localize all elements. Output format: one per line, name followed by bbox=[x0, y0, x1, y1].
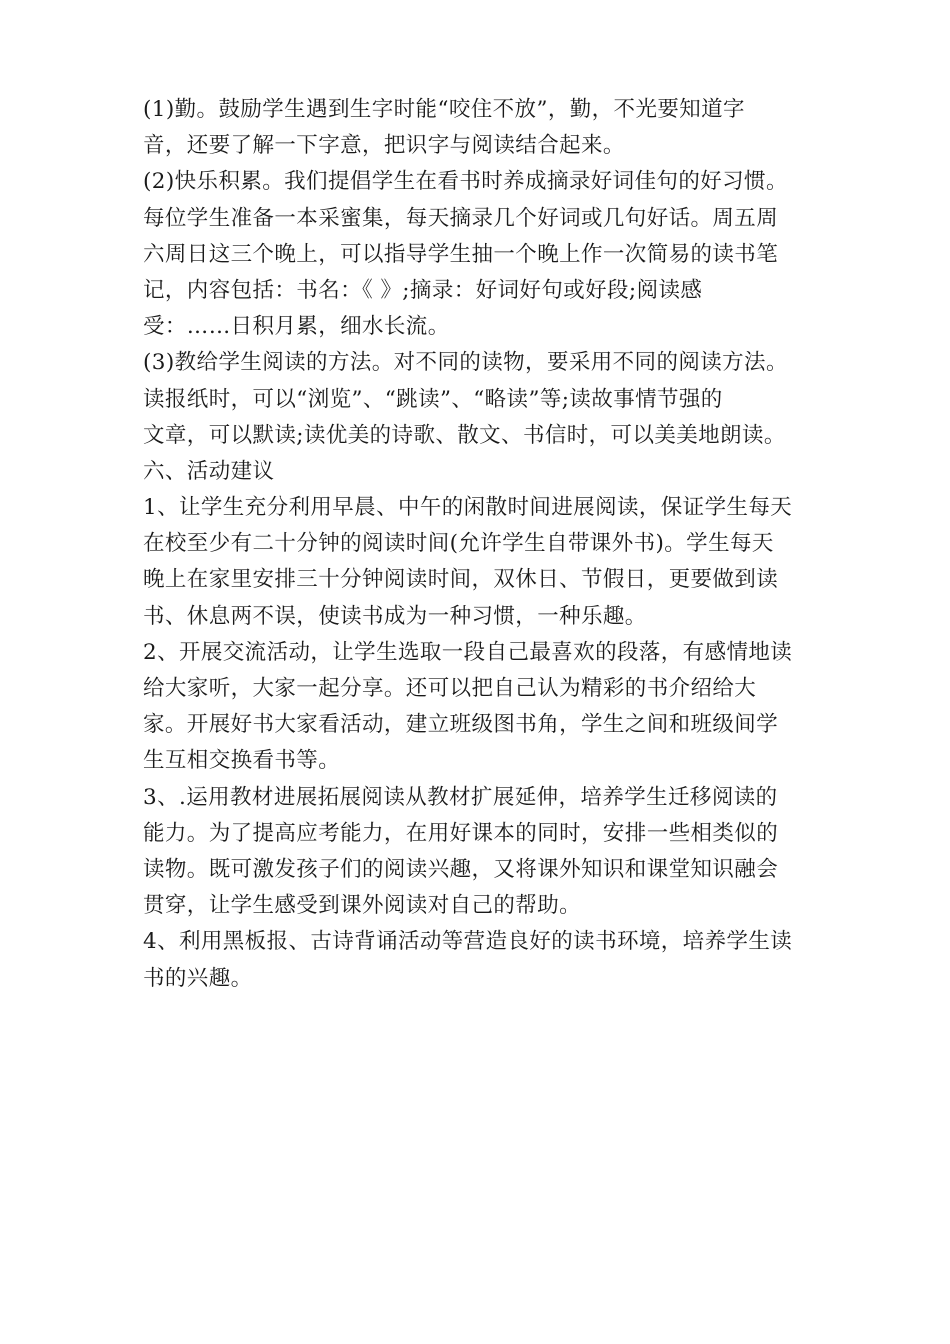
text-line: 能力。为了提高应考能力，在用好课本的同时，安排一些相类似的 bbox=[143, 820, 779, 846]
text-line: 音，还要了解一下字意，把识字与阅读结合起来。 bbox=[143, 133, 625, 159]
text-line: 读物。既可激发孩子们的阅读兴趣，又将课外知识和课堂知识融会 bbox=[143, 856, 779, 882]
text-line: 受：……日积月累，细水长流。 bbox=[143, 314, 450, 340]
text-line: 4、利用黑板报、古诗背诵活动等营造良好的读书环境，培养学生读 bbox=[143, 929, 793, 955]
text-line: 读报纸时，可以“浏览”、“跳读”、“略读”等;读故事情节强的 bbox=[143, 386, 723, 412]
text-line: 给大家听，大家一起分享。还可以把自己认为精彩的书介绍给大 bbox=[143, 676, 757, 701]
text-line: (2)快乐积累。我们提倡学生在看书时养成摘录好词佳句的好习惯。 bbox=[143, 169, 788, 195]
text-line: (3)教给学生阅读的方法。对不同的读物，要采用不同的阅读方法。 bbox=[143, 350, 788, 376]
text-line: 书、休息两不误，使读书成为一种习惯，一种乐趣。 bbox=[143, 603, 647, 629]
text-line: 晚上在家里安排三十分钟阅读时间，双休日、节假日，更要做到读 bbox=[143, 567, 779, 593]
text-line: 生互相交换看书等。 bbox=[143, 748, 341, 774]
document-body bbox=[143, 92, 813, 997]
text-line: 记，内容包括：书名：《 》;摘录：好词好句或好段;阅读感 bbox=[143, 277, 703, 303]
text-line: 书的兴趣。 bbox=[143, 965, 253, 991]
text-line: 每位学生准备一本采蜜集，每天摘录几个好词或几句好话。周五周 bbox=[143, 205, 779, 231]
text-line: 1、让学生充分利用早晨、中午的闲散时间进展阅读，保证学生每天 bbox=[143, 495, 793, 521]
text-line: 3、.运用教材进展拓展阅读从教材扩展延伸，培养学生迁移阅读的 bbox=[143, 784, 778, 810]
text-line: 在校至少有二十分钟的阅读时间(允许学生自带课外书)。学生每天 bbox=[143, 531, 774, 557]
text-line: 贯穿，让学生感受到课外阅读对自己的帮助。 bbox=[143, 893, 582, 919]
text-line: 2、开展交流活动，让学生选取一段自己最喜欢的段落，有感情地读 bbox=[143, 639, 793, 665]
text-line: 家。开展好书大家看活动，建立班级图书角，学生之间和班级间学 bbox=[143, 712, 779, 738]
text-line: 六周日这三个晚上，可以指导学生抽一个晚上作一次简易的读书笔 bbox=[143, 241, 779, 267]
text-line: 文章，可以默读;读优美的诗歌、散文、书信时，可以美美地朗读。 bbox=[143, 422, 786, 448]
section-heading: 六、活动建议 bbox=[143, 458, 275, 484]
text-line: (1)勤。鼓励学生遇到生字时能“咬住不放”，勤，不光要知道字 bbox=[143, 97, 745, 122]
